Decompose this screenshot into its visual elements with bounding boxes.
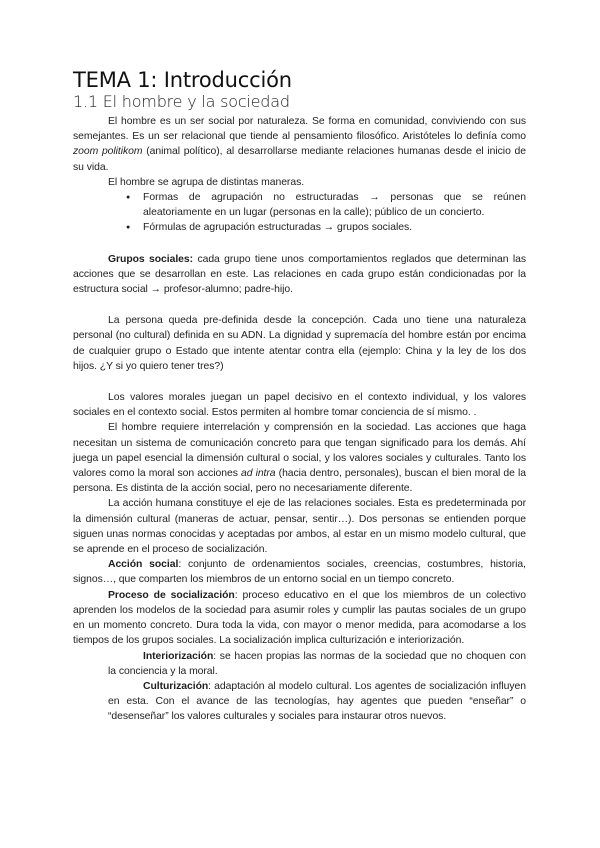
paragraph-text: El hombre es un ser social por naturaleza. Se forma en comunidad, conviviendo con sus semejantes. Es un ser relacional que tiende al pensamiento filosófico. Aristóteles lo definía como [73, 116, 526, 143]
paragraph-text: El hombre requiere interrelación y comprensión en la sociedad. Las acciones que haga necesitan un sistema de comunicación concreto para que tengan significado para los demás. Ahí juega un papel esencial la dimensión cultural o social, y los valores sociales y culturales. Tanto los valores como la moral son acciones [73, 422, 526, 480]
italic-term: ad intra [241, 468, 276, 480]
paragraph-text: : se hacen propias las normas de la sociedad que no choquen con la conciencia y la moral. [108, 650, 526, 677]
italic-term: zoom politikom [73, 146, 143, 158]
paragraph-grupos-sociales [73, 252, 526, 298]
paragraph-text: : conjunto de ordenamientos sociales, creencias, costumbres, historia, signos…, que comparten los miembros de un entorno social en un tiempo concreto. [73, 559, 526, 586]
bold-term: Acción social [108, 559, 179, 571]
paragraph-valores: Los valores morales juegan un papel decisivo en el contexto individual, y los valores sociales en el contexto social. Estos permiten al hombre tomar conciencia de sí mismo. . [73, 392, 526, 419]
bold-term: Proceso de socialización [108, 589, 235, 601]
section-title: 1.1 El hombre y la sociedad [73, 92, 290, 111]
list-item: ● Fórmulas de agrupación estructuradas → grupos sociales. [143, 220, 526, 235]
document-body [73, 68, 526, 725]
paragraph-text: : adaptación al modelo cultural. Los agentes de socialización influyen en esta. Con el avance de las tecnologías, hay agentes que pueden “enseñar” o “desenseñar” los valores culturales y sociales para instaurar otros nuevos. [108, 680, 526, 723]
paragraph-interrelacion [73, 420, 526, 496]
paragraph-hombre-social [73, 114, 526, 175]
paragraph-text: : proceso educativo en el que los miembros de un colectivo aprenden los modelos de la sociedad para asumir roles y cumplir las pautas sociales de un grupo en un momento concreto. Dura toda la vida, con mayor o menor medida, para acomodarse a los tiempos de los grupos sociales. La socialización implica culturización e interiorización. [73, 589, 526, 647]
paragraph-accion-social [73, 557, 526, 587]
bold-term: Interiorización [143, 650, 214, 662]
paragraph-text: (hacia dentro, personales), buscan el bien moral de la persona. Es distinta de la acción social, pero no necesariamente diferente. [73, 468, 526, 495]
bold-term: Culturización [143, 680, 209, 692]
list-item: ● Formas de agrupación no estructuradas → personas que se reúnen aleatoriamente en un lugar (personas en la calle); público de un concierto. [143, 190, 526, 220]
bullet-list [73, 190, 526, 236]
paragraph-agrupa: El hombre se agrupa de distintas maneras. [108, 176, 305, 188]
bold-term: Grupos sociales: [108, 253, 194, 265]
paragraph-persona: La persona queda pre-definida desde la concepción. Cada uno tiene una naturaleza personal (no cultural) definida en su ADN. La dignidad y supremacía del hombre están por encima de cualquier grupo o Estado que intente atentar contra ella (ejemplo: China y la ley de los dos hijos. ¿Y si yo quiero tener tres?) [73, 315, 526, 372]
paragraph-interiorizacion [73, 649, 526, 679]
page-title: TEMA 1: Introducción [73, 68, 292, 92]
paragraph-culturizacion [73, 679, 526, 725]
paragraph-text: cada grupo tiene unos comportamientos reglados que determinan las acciones que se desarrollan en este. Las relaciones en cada grupo están condicionadas por la estructura social → profesor-alumno; padre-hijo. [73, 253, 526, 296]
paragraph-proceso-socializacion [73, 588, 526, 649]
paragraph-accion-humana: La acción humana constituye el eje de las relaciones sociales. Esta es predeterminada por la dimensión cultural (maneras de actuar, pensar, sentir…). Dos personas se entienden porque siguen unas normas conocidas y aceptadas por ambos, al estar en un mismo modelo cultural, que se aprende en el proceso de socialización. [73, 498, 526, 556]
paragraph-text: (animal político), al desarrollarse mediante relaciones humanas desde el inicio de su vida. [73, 146, 526, 173]
